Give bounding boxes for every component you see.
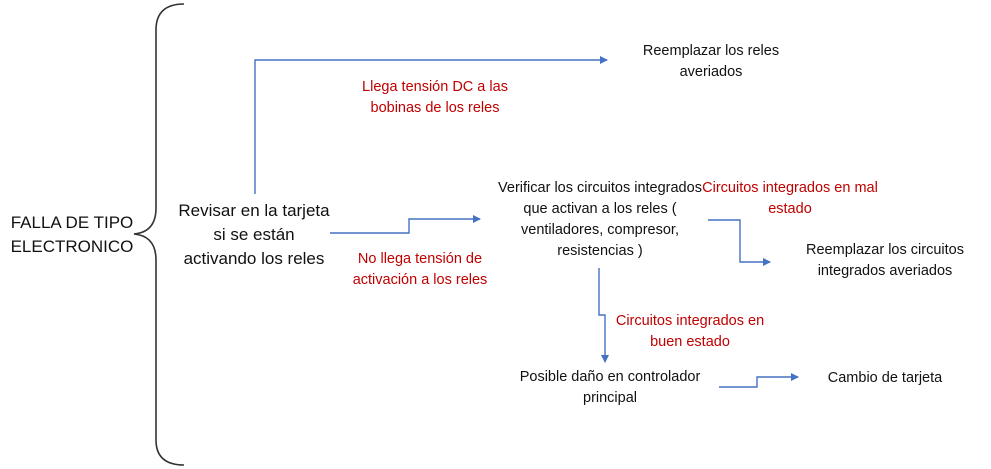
arrow-to-replace-ics [708, 220, 770, 262]
arrow-to-verify-ics [330, 219, 480, 233]
arrow-to-replace-board [719, 377, 798, 387]
root-fault-label: FALLA DE TIPO ELECTRONICO [10, 213, 134, 256]
condition-no-activation-voltage: No llega tensión de activación a los reles [352, 251, 488, 288]
node-check-relays: Revisar en la tarjeta si se están activando los reles [178, 201, 330, 268]
node-replace-relays: Reemplazar los reles averiados [642, 43, 780, 80]
node-verify-ics: Verificar los circuitos integrados que activan a los reles ( ventiladores, compresor, resistencias ) [498, 180, 702, 259]
condition-dc-voltage-arrives: Llega tensión DC a las bobinas de los reles [362, 79, 508, 116]
node-replace-ics: Reemplazar los circuitos integrados averiados [806, 242, 964, 279]
condition-ics-bad: Circuitos integrados en mal estado [702, 180, 878, 217]
node-controller-damage: Posible daño en controlador principal [519, 369, 701, 406]
condition-ics-good: Circuitos integrados en buen estado [615, 313, 765, 350]
curly-brace [134, 4, 184, 465]
node-replace-board: Cambio de tarjeta [827, 370, 943, 386]
